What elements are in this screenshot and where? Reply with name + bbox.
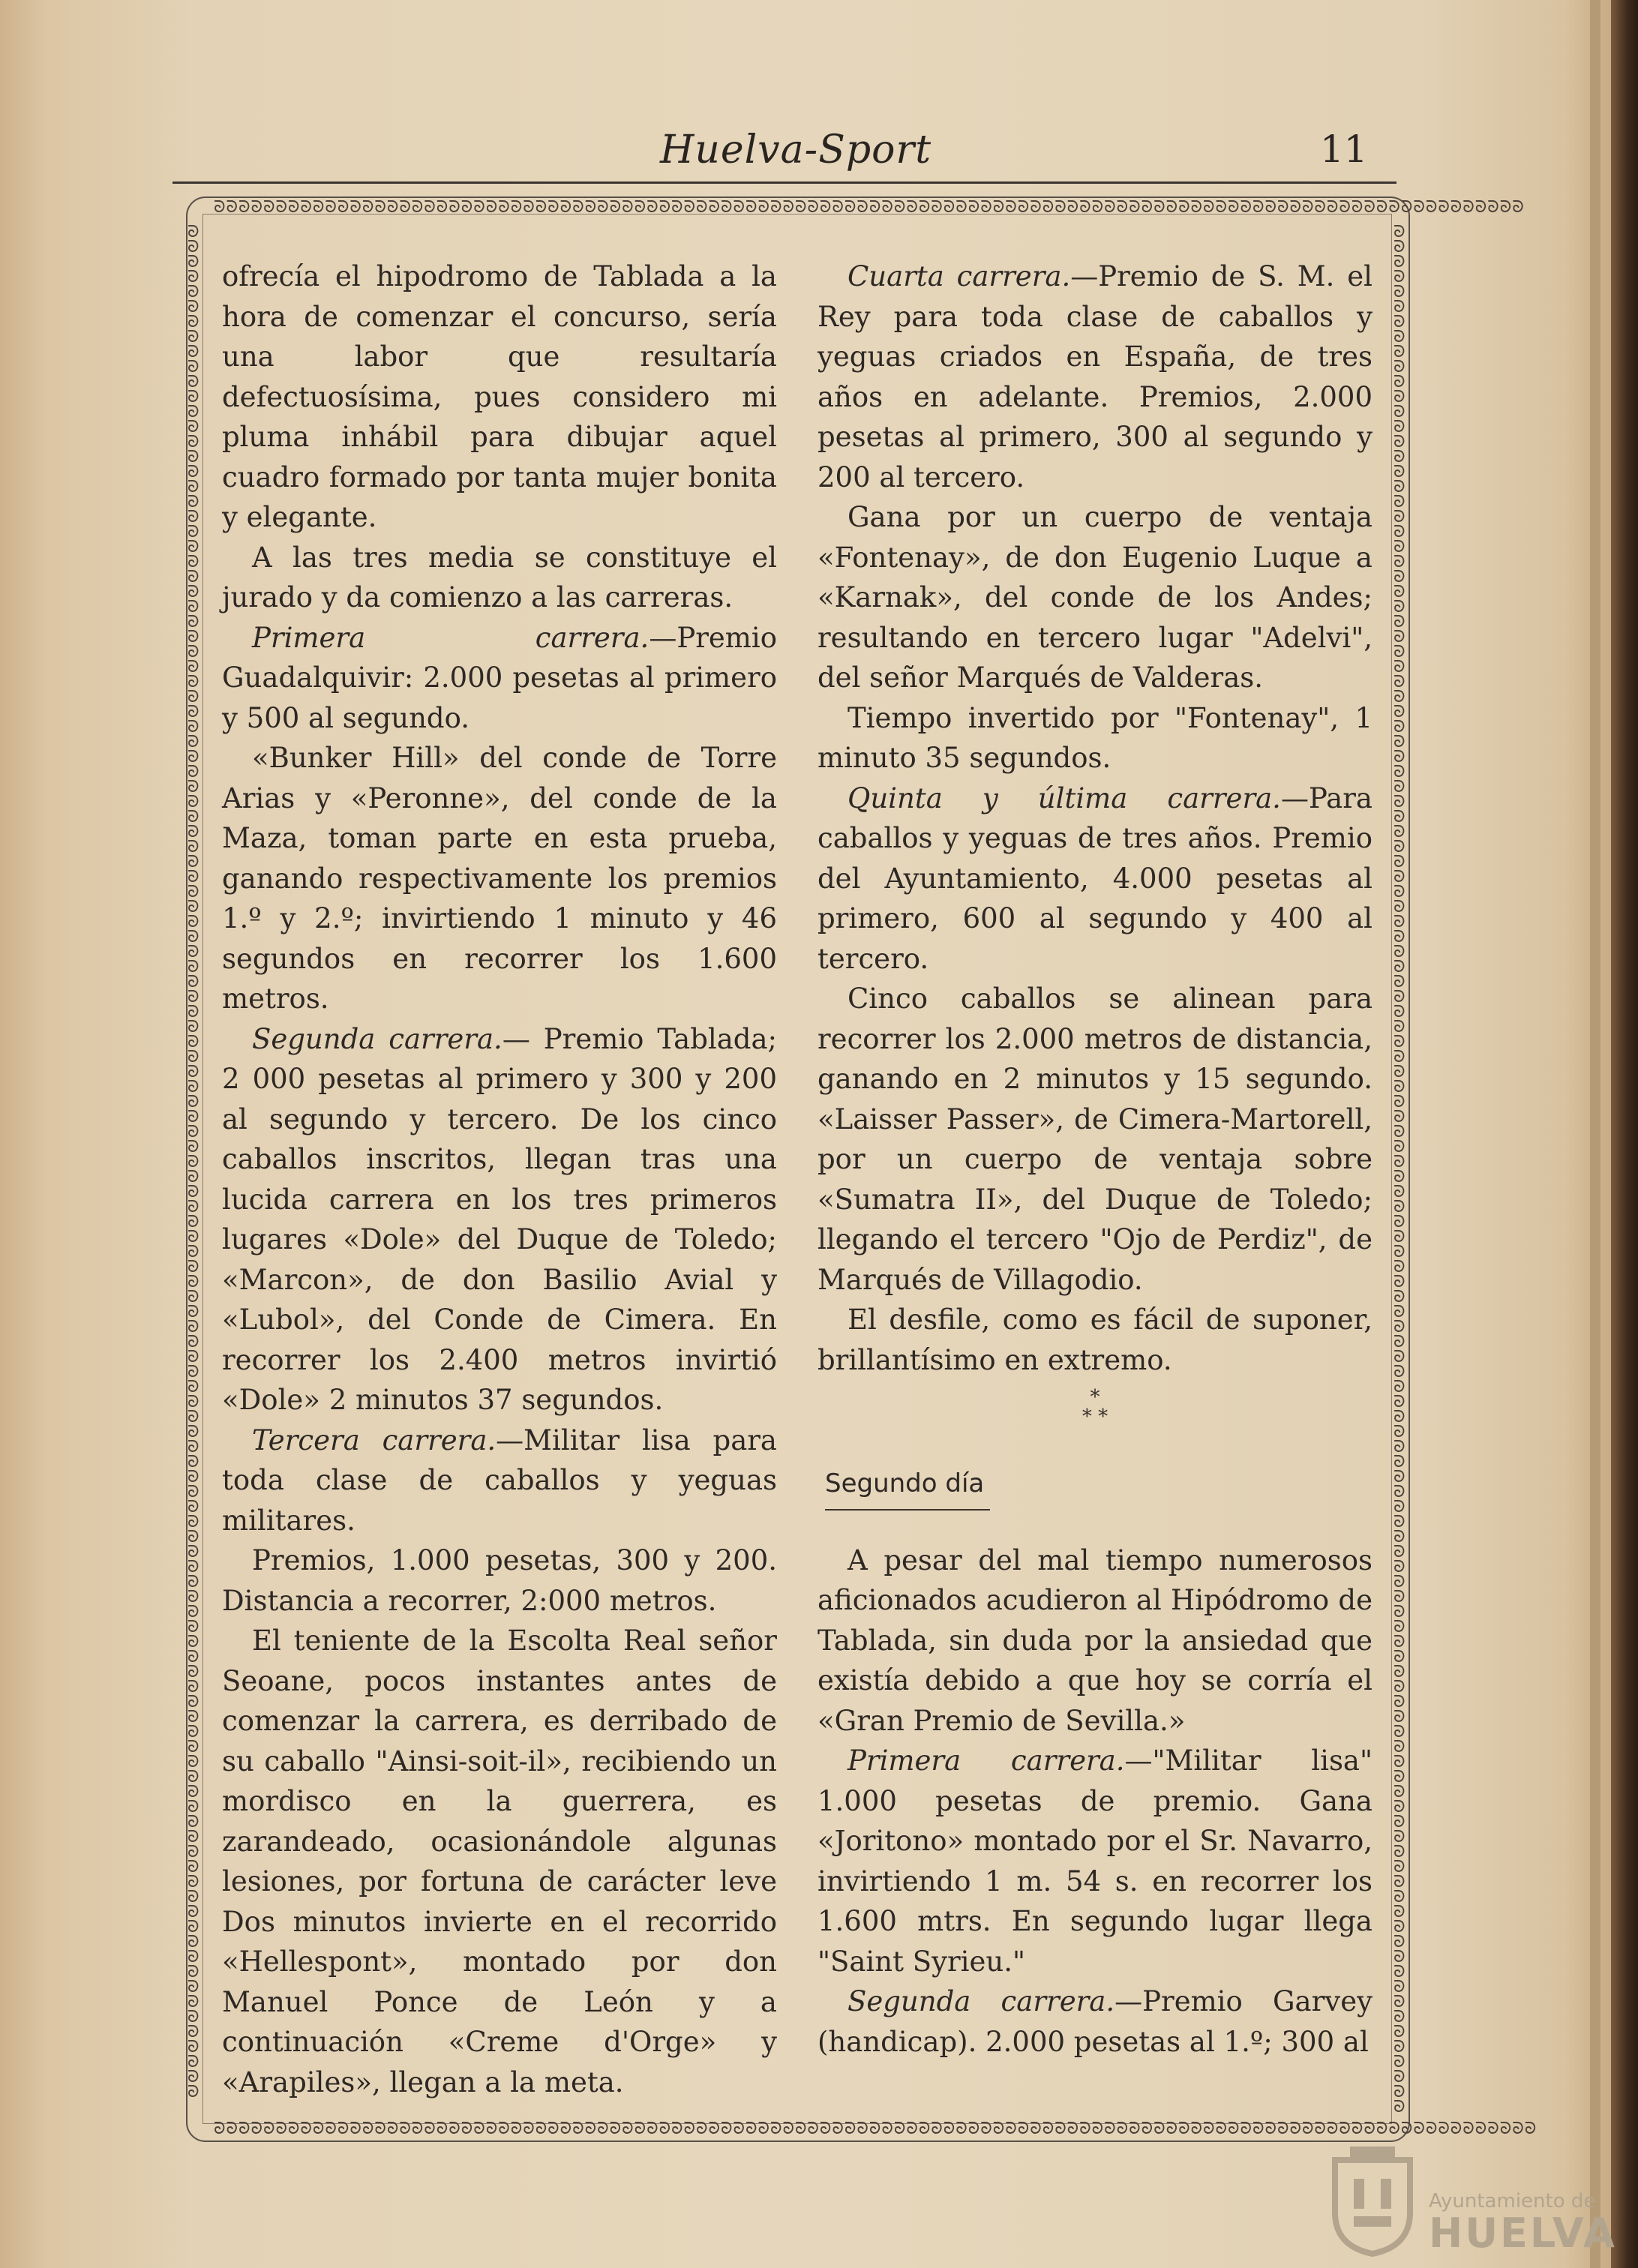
race-heading: Primera carrera. — [848, 1744, 1125, 1777]
paragraph: Tiempo invertido por "Fontenay", 1 minuto 35 segundos. — [818, 701, 1372, 774]
race-heading: Cuarta carrera. — [848, 260, 1071, 292]
coat-of-arms-icon — [1328, 2145, 1418, 2258]
text-column-left — [222, 256, 777, 2102]
asterism-separator: * * * — [1082, 1386, 1108, 1428]
paragraph: Gana por un cuerpo de ventaja «Fontenay», de don Eugenio Luque a «Karnak», del conde de los Andes; resultando en tercero lugar "Adelvi", del señor Marqués de Valderas. — [818, 501, 1372, 694]
paragraph: ofrecía el hipodromo de Tablada a la hora de comenzar el concurso, sería una labor que resultaría defectuosísima, pues considero mi pluma inhábil para dibujar aquel cuadro formado por tanta mujer bonita y elegante. — [222, 260, 777, 533]
paragraph: Primera carrera.—Premio Guadalquivir: 2.000 pesetas al primero y 500 al segundo. — [222, 621, 777, 734]
paragraph: Premios, 1.000 pesetas, 300 y 200. Distancia a recorrer, 2:000 metros. — [222, 1544, 777, 1617]
paragraph: A pesar del mal tiempo numerosos aficionados acudieron al Hipódromo de Tablada, sin duda por la ansiedad que existía debido a que hoy se corría el «Gran Premio de Sevilla.» — [818, 1544, 1372, 1737]
race-heading: Segunda carrera. — [252, 1022, 502, 1055]
page-number: 11 — [1320, 128, 1368, 171]
header-rule — [172, 182, 1396, 184]
archive-watermark — [1328, 2130, 1617, 2265]
race-heading: Tercera carrera. — [252, 1424, 496, 1456]
paragraph: El teniente de la Escolta Real señor Seoane, pocos instantes antes de comenzar la carrera, es derribado de su caballo "Ainsi-soit-il», recibiendo un mordisco en la guerrera, es zarandeado, ocasionándole algunas lesiones, por fortuna de carácter leve Dos minutos invierte en el recorrido «Hellespont», montado por don Manuel Ponce de León y a continuación «Creme d'Orge» y «Arapiles», llegan a la meta. — [222, 1624, 777, 2098]
paragraph: A las tres media se constituye el jurado y da comienzo a las carreras. — [222, 541, 777, 614]
race-heading: Primera carrera. — [252, 621, 650, 654]
paragraph: «Bunker Hill» del conde de Torre Arias y «Peronne», del conde de la Maza, toman parte en esta prueba, ganando respectivamente los premios 1.º y 2.º; invirtiendo 1 minuto y 46 segundos en recorrer los 1.600 metros. — [222, 742, 777, 1015]
paragraph: Segunda carrera.— Premio Tablada; 2 000 pesetas al primero y 300 y 200 al segundo y tercero. De los cinco caballos inscritos, llegan tras una lucida carrera en los tres primeros lugares «Dole» del Duque de Toledo; «Marcon», de don Basilio Avial y «Lubol», del Conde de Cimera. En recorrer los 2.400 metros invirtió «Dole» 2 minutos 37 segundos. — [222, 1022, 777, 1416]
text-column-right — [818, 256, 1372, 2062]
running-header — [172, 128, 1395, 180]
watermark-line1: Ayuntamiento de — [1429, 2190, 1596, 2212]
publication-title: Huelva-Sport — [660, 128, 932, 172]
section-heading: Segundo día — [825, 1464, 990, 1510]
race-heading: Segunda carrera. — [848, 1985, 1115, 2018]
border-pattern-right: ᘐᘐᘐᘐᘐᘐᘐᘐᘐᘐᘐᘐᘐᘐᘐᘐᘐᘐᘐᘐᘐᘐᘐᘐᘐᘐᘐᘐᘐᘐᘐᘐᘐᘐᘐᘐᘐᘐᘐᘐᘐᘐᘐᘐᘐᘐᘐᘐᘐᘐᘐᘐᘐᘐᘐᘐᘐᘐᘐᘐᘐᘐᘐᘐᘐᘐᘐᘐᘐᘐᘐᘐᘐᘐᘐᘐᘐᘐᘐᘐᘐᘐᘐᘐᘐᘐᘐᘐᘐᘐᘐᘐᘐᘐᘐᘐᘐᘐᘐᘐᘐᘐᘐᘐᘐᘐᘐᘐᘐᘐᘐᘐᘐᘐᘐᘐᘐᘐᘐᘐᘐᘐᘐᘐᘐᘐ — [1394, 223, 1406, 2116]
paragraph: Quinta y última carrera.—Para caballos y yeguas de tres años. Premio del Ayuntamiento, 4.000 pesetas al primero, 600 al segundo y 400 al tercero. — [818, 782, 1372, 975]
border-pattern-left: ᘐᘐᘐᘐᘐᘐᘐᘐᘐᘐᘐᘐᘐᘐᘐᘐᘐᘐᘐᘐᘐᘐᘐᘐᘐᘐᘐᘐᘐᘐᘐᘐᘐᘐᘐᘐᘐᘐᘐᘐᘐᘐᘐᘐᘐᘐᘐᘐᘐᘐᘐᘐᘐᘐᘐᘐᘐᘐᘐᘐᘐᘐᘐᘐᘐᘐᘐᘐᘐᘐᘐᘐᘐᘐᘐᘐᘐᘐᘐᘐᘐᘐᘐᘐᘐᘐᘐᘐᘐᘐᘐᘐᘐᘐᘐᘐᘐᘐᘐᘐᘐᘐᘐᘐᘐᘐᘐᘐᘐᘐᘐᘐᘐᘐᘐᘐᘐᘐᘐᘐᘐᘐᘐᘐᘐ — [188, 223, 200, 2102]
paragraph: Cinco caballos se alinean para recorrer los 2.000 metros de distancia, ganando en 2 minutos y 15 segundo. «Laisser Passer», de Cimera-Martorell, por un cuerpo de ventaja sobre «Sumatra II», del Duque de Toledo; llegando el tercero "Ojo de Perdiz", de Marqués de Villagodio. — [818, 982, 1372, 1296]
race-heading: Quinta y última carrera. — [848, 782, 1281, 814]
book-spine — [1611, 0, 1638, 2268]
paragraph: Segunda carrera.—Premio Garvey (handicap). 2.000 pesetas al 1.º; 300 al — [818, 1985, 1372, 2058]
border-pattern-bottom: ᘐᘐᘐᘐᘐᘐᘐᘐᘐᘐᘐᘐᘐᘐᘐᘐᘐᘐᘐᘐᘐᘐᘐᘐᘐᘐᘐᘐᘐᘐᘐᘐᘐᘐᘐᘐᘐᘐᘐᘐᘐᘐᘐᘐᘐᘐᘐᘐᘐᘐᘐᘐᘐᘐᘐᘐᘐᘐᘐᘐᘐᘐᘐᘐᘐᘐᘐᘐᘐᘐᘐᘐᘐᘐᘐᘐᘐᘐᘐᘐᘐᘐᘐᘐᘐᘐᘐᘐᘐᘐᘐᘐᘐᘐᘐᘐᘐᘐᘐᘐᘐᘐᘐᘐᘐᘐᘐ — [214, 2120, 1538, 2138]
watermark-line2: HUELVA — [1429, 2210, 1617, 2257]
paragraph: El desfile, como es fácil de suponer, brillantísimo en extremo. — [818, 1304, 1372, 1376]
paragraph: Cuarta carrera.—Premio de S. M. el Rey para toda clase de caballos y yeguas criados en España, de tres años en adelante. Premios, 2.000 pesetas al primero, 300 al segundo y 200 al tercero. — [818, 260, 1372, 494]
border-pattern-top: ᘐᘐᘐᘐᘐᘐᘐᘐᘐᘐᘐᘐᘐᘐᘐᘐᘐᘐᘐᘐᘐᘐᘐᘐᘐᘐᘐᘐᘐᘐᘐᘐᘐᘐᘐᘐᘐᘐᘐᘐᘐᘐᘐᘐᘐᘐᘐᘐᘐᘐᘐᘐᘐᘐᘐᘐᘐᘐᘐᘐᘐᘐᘐᘐᘐᘐᘐᘐᘐᘐᘐᘐᘐᘐᘐᘐᘐᘐᘐᘐᘐᘐᘐᘐᘐᘐᘐᘐᘐᘐᘐᘐᘐᘐᘐᘐᘐᘐᘐᘐᘐᘐᘐᘐᘐᘐ — [214, 198, 1525, 217]
paragraph: Tercera carrera.—Militar lisa para toda clase de caballos y yeguas militares. — [222, 1424, 777, 1537]
paragraph: Primera carrera.—"Militar lisa" 1.000 pesetas de premio. Gana «Joritono» montado por el Sr. Navarro, invirtiendo 1 m. 54 s. en recorrer los 1.600 mtrs. En segundo lugar llega "Saint Syrieu." — [818, 1744, 1373, 1978]
page-edge — [1590, 0, 1600, 2268]
